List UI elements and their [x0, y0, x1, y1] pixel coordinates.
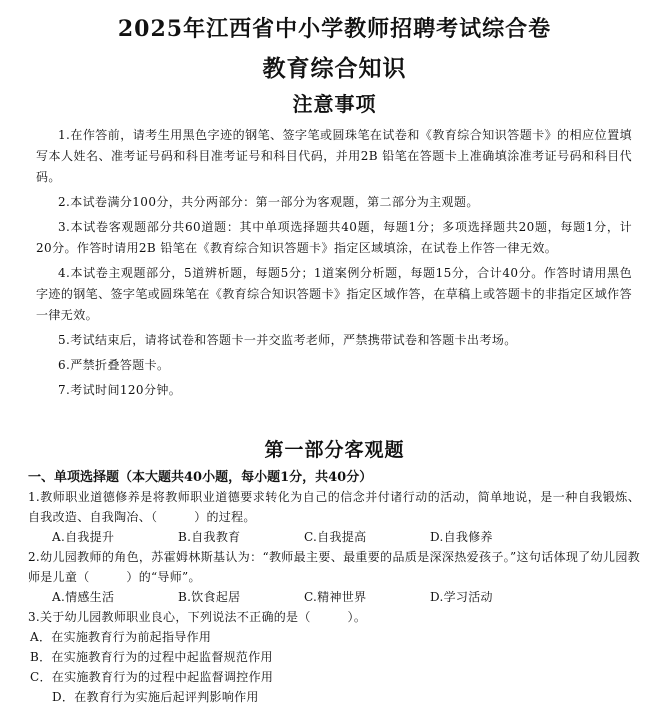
- exam-title: 2025年江西省中小学教师招聘考试综合卷: [117, 16, 552, 42]
- option-row: [28, 587, 640, 607]
- option-c: C．在实施教育行为的过程中起监督调控作用: [30, 670, 274, 684]
- option-c: C.精神世界: [304, 590, 367, 604]
- notice-item: 6.严禁折叠答题卡。: [58, 358, 170, 372]
- option-row: [28, 527, 640, 547]
- notice-item: 1.在作答前，请考生用黑色字迹的钢笔、签字笔或圆珠笔在试卷和《教育综合知识答题卡》的相应位置填写本人姓名、准考证号码和科目准考证号和科目代码，并用2B 铅笔在答题卡上准确填涂准考证号码和科目代码。: [36, 128, 632, 184]
- notice-item: 4.本试卷主观题部分，5道辨析题，每题5分；1道案例分析题，每题15分，合计40分。作答时请用黑色字迹的钢笔、签字笔或圆珠笔在《教育综合知识答题卡》指定区域作答，在草稿上或答题卡的非指定区域作答一律无效。: [36, 266, 632, 322]
- option-b: B．在实施教育行为的过程中起监督规范作用: [30, 650, 273, 664]
- exam-subtitle: 教育综合知识: [262, 55, 407, 82]
- notice-item: 3.本试卷客观题部分共60道题：其中单项选择题共40题，每题1分；多项选择题共20题，每题1分，计20分。作答时请用2B 铅笔在《教育综合知识答题卡》指定区域填涂，在试卷上作答一律无效。: [36, 220, 632, 255]
- notice-title: 注意事项: [292, 92, 377, 116]
- section-heading: 一、单项选择题（本大题共40小题，每小题1分，共40分）: [28, 470, 373, 485]
- question-stem: 1.教师职业道德修养是将教师职业道德要求转化为自己的信念并付诸行动的活动，简单地说，是一种自我锻炼、自我改造、自我陶冶、（ ）的过程。: [28, 490, 640, 524]
- notice-item: 7.考试时间120分钟。: [58, 383, 182, 397]
- notice-item: 2.本试卷满分100分，共分两部分：第一部分为客观题，第二部分为主观题。: [58, 195, 479, 209]
- option-c: C.自我提高: [304, 530, 367, 544]
- option-d: D.自我修养: [430, 530, 493, 544]
- question-2: [28, 547, 640, 607]
- notice-item: 5.考试结束后，请将试卷和答题卡一并交监考老师，严禁携带试卷和答题卡出考场。: [58, 333, 517, 347]
- part-one-title: 第一部分客观题: [264, 439, 405, 461]
- option-b: B.自我教育: [178, 530, 241, 544]
- option-a: A．在实施教育行为前起指导作用: [30, 630, 212, 644]
- option-b: B.饮食起居: [178, 590, 241, 604]
- question-stem: 3.关于幼儿园教师职业良心，下列说法不正确的是（ ）。: [28, 610, 367, 624]
- option-d: D.学习活动: [430, 590, 493, 604]
- option-a: A.情感生活: [52, 590, 115, 604]
- question-1: [28, 487, 640, 547]
- option-a: A.自我提升: [52, 530, 115, 544]
- option-d: D．在教育行为实施后起评判影响作用: [52, 690, 259, 704]
- question-3: [28, 607, 640, 707]
- question-list: [28, 487, 640, 707]
- question-stem: 2.幼儿园教师的角色，苏霍姆林斯基认为：“教师最主要、最重要的品质是深深热爱孩子。”这句话体现了幼儿园教师是儿童（ ）的“导师”。: [28, 550, 640, 584]
- notice-list: [36, 125, 632, 405]
